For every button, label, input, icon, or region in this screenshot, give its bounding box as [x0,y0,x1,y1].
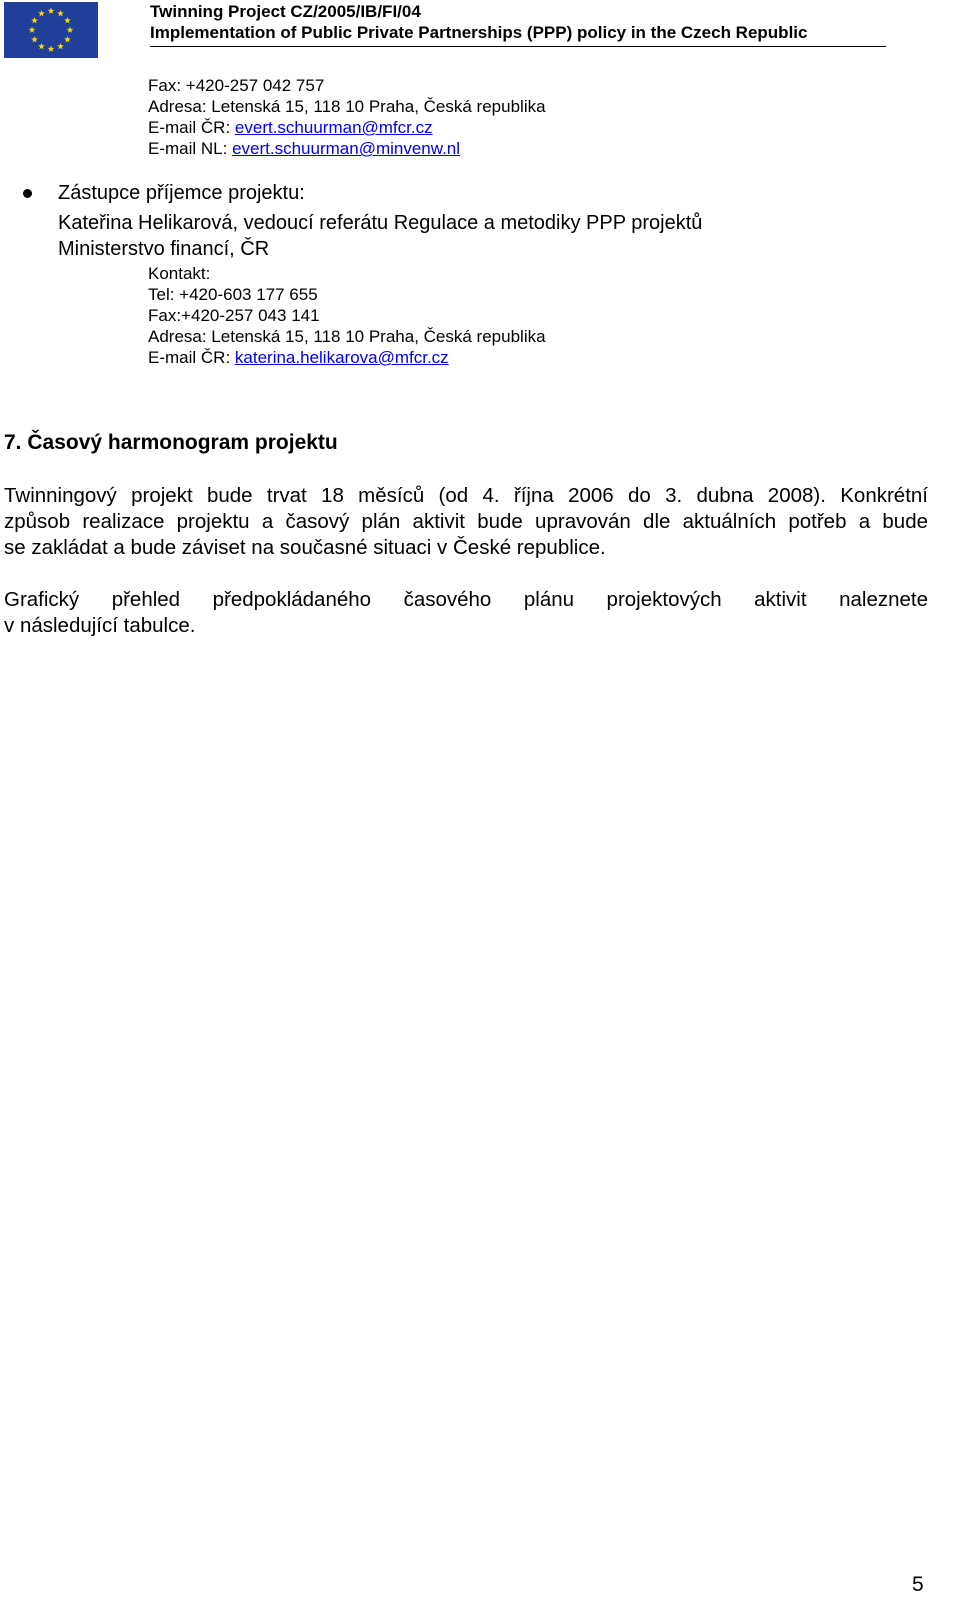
contact-email-cz [148,118,433,138]
contact-email-nl [148,139,460,159]
beneficiary-contact-label: Kontakt: [148,264,211,283]
header-project-code: Twinning Project CZ/2005/IB/FI/04 [150,2,421,21]
beneficiary-email-label: E-mail ČR: [148,348,235,367]
contact-email-nl-label: E-mail NL: [148,139,233,158]
beneficiary-ministry: Ministerstvo financí, ČR [58,238,270,260]
beneficiary-fax: Fax:+420-257 043 141 [148,306,320,325]
beneficiary-email [148,348,449,368]
paragraph-overview-line: Grafický přehled předpokládaného časového plánu projektových aktivit naleznete [4,588,928,611]
paragraph-schedule [4,483,960,561]
beneficiary-name: Kateřina Helikarová, vedoucí referátu Regulace a metodiky PPP projektů [58,212,703,234]
beneficiary-title: Zástupce příjemce projektu: [58,182,305,204]
beneficiary-email-link[interactable]: katerina.helikarova@mfcr.cz [234,348,449,367]
paragraph-schedule-line: se zakládat a bude záviset na současné situaci v České republice. [4,536,606,559]
bullet-point [23,189,32,198]
paragraph-schedule-line: Twinningový projekt bude trvat 18 měsíců (od 4. října 2006 do 3. dubna 2008). Konkrétní [4,484,928,507]
contact-email-cz-link[interactable]: evert.schuurman@mfcr.cz [234,118,433,137]
page-number: 5 [912,1573,924,1596]
contact-email-nl-link[interactable]: evert.schuurman@minvenw.nl [232,139,461,158]
beneficiary-tel: Tel: +420-603 177 655 [148,285,318,304]
paragraph-overview-line: v následující tabulce. [4,614,196,637]
contact-fax: Fax: +420-257 042 757 [148,76,325,95]
header-divider [150,46,886,47]
header-project-title: Implementation of Public Private Partnerships (PPP) policy in the Czech Republic [150,23,808,42]
paragraph-schedule-line: způsob realizace projektu a časový plán aktivit bude upravován dle aktuálních potřeb a bude [4,510,928,533]
eu-flag-logo [4,2,98,58]
beneficiary-address: Adresa: Letenská 15, 118 10 Praha, Česká republika [148,327,546,346]
section-heading: 7. Časový harmonogram projektu [4,431,338,454]
contact-address: Adresa: Letenská 15, 118 10 Praha, Česká republika [148,97,546,116]
contact-email-cz-label: E-mail ČR: [148,118,235,137]
paragraph-overview [4,587,960,639]
